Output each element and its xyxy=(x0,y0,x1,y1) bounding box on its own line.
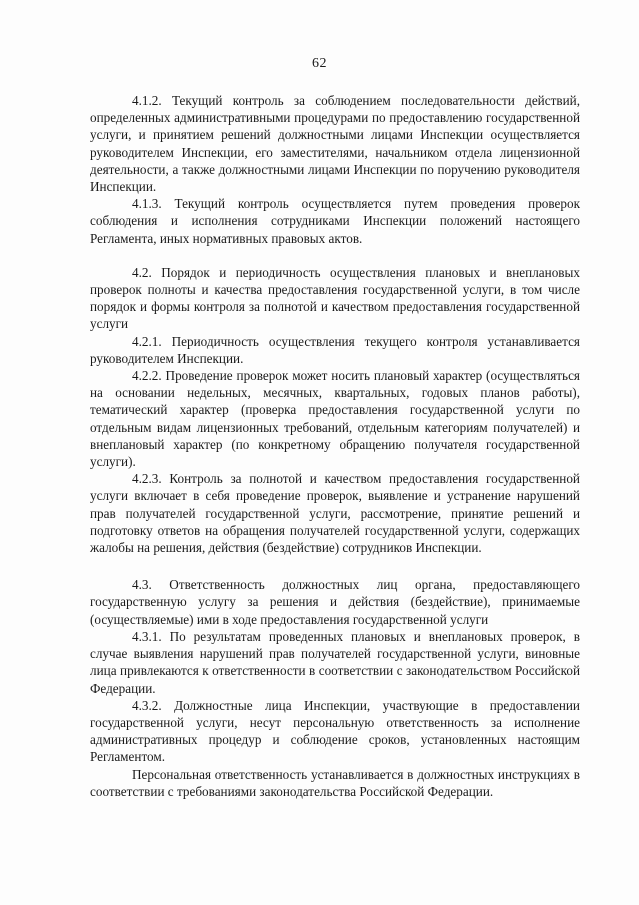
document-body xyxy=(90,92,580,800)
paragraph-4-2-1: 4.2.1. Периодичность осуществления текущего контроля устанавливается руководителем Инспекции. xyxy=(90,333,580,366)
paragraph-4-1-3: 4.1.3. Текущий контроль осуществляется путем проведения проверок соблюдения и исполнения сотрудниками Инспекции положений настоящего Регламента, иных нормативных правовых актов. xyxy=(90,196,580,246)
paragraph-4-3-1: 4.3.1. По результатам проведенных плановых и внеплановых проверок, в случае выявления нарушений прав получателей государственной услуги, виновные лица привлекаются к ответственности в соответствии с законодательством Российской Федерации. xyxy=(90,628,580,696)
paragraph-personal-responsibility: Персональная ответственность устанавливается в должностных инструкциях в соответствии с требованиями законодательства Российской Федерации. xyxy=(90,766,580,799)
section-heading-4-2: 4.2. Порядок и периодичность осуществления плановых и внеплановых проверок полноты и качества предоставления государственной услуги, в том числе порядок и формы контроля за полнотой и качеством предоставления государственной услуги xyxy=(90,264,580,332)
paragraph-4-3-2: 4.3.2. Должностные лица Инспекции, участвующие в предоставлении государственной услуги, несут персональную ответственность за исполнение административных процедур и соблюдение сроков, установленных настоящим Регламентом. xyxy=(90,697,580,765)
paragraph-4-2-2: 4.2.2. Проведение проверок может носить плановый характер (осуществляться на основании недельных, месячных, квартальных, годовых планов работы), тематический характер (проверка предоставления государственной услуги по отдельным видам лицензионных требований, отдельным категориям получателей) и внеплановый характер (по конкретному обращению получателя государственной услуги). xyxy=(90,368,580,470)
page-number: 62 xyxy=(312,56,327,71)
paragraph-4-1-2: 4.1.2. Текущий контроль за соблюдением последовательности действий, определенных административными процедурами по предоставлению государственной услуги, и принятием решений должностными лицами Инспекции осуществляется руководителем Инспекции, его заместителями, начальником отдела лицензионной деятельности, а также должностными лицами Инспекции по поручению руководителя Инспекции. xyxy=(90,93,580,195)
section-heading-4-3: 4.3. Ответственность должностных лиц органа, предоставляющего государственную услугу за решения и действия (бездействие), принимаемые (осуществляемые) ими в ходе предоставления государственной услуги xyxy=(90,577,580,627)
paragraph-4-2-3: 4.2.3. Контроль за полнотой и качеством предоставления государственной услуги включает в себя проведение проверок, выявление и устранение нарушений прав получателей государственной услуги, рассмотрение, принятие решений и подготовку ответов на обращения получателей государственной услуги, содержащих жалобы на решения, действия (бездействие) сотрудников Инспекции. xyxy=(90,471,580,556)
